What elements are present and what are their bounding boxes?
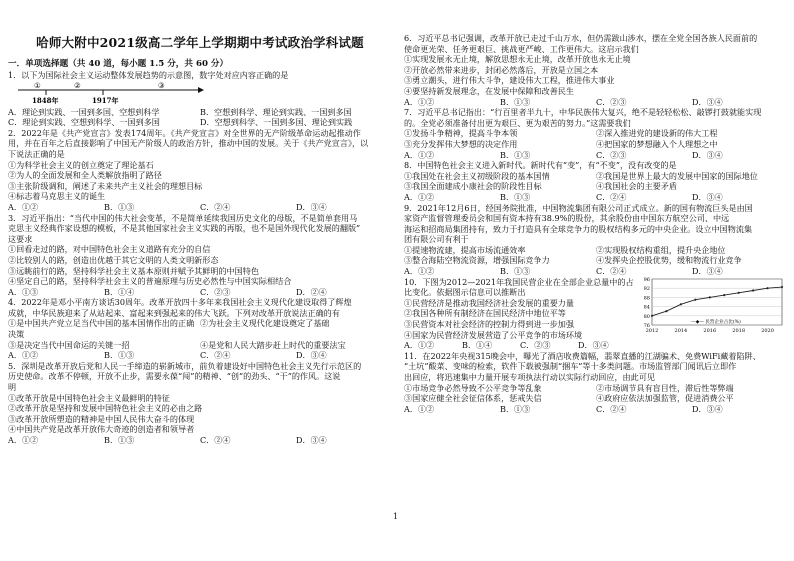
y-tick-label: 84	[643, 304, 650, 311]
option-c[interactable]: C．②④	[596, 191, 627, 202]
statement-item: ①实现发展永无止境，解放思想永无止境，改革开放也永无止境	[404, 54, 631, 65]
answer-options	[404, 404, 788, 415]
data-point	[766, 287, 768, 289]
option-c[interactable]: C．理论到实践、空想到科学、一国到多国	[8, 117, 160, 128]
y-tick-label: 92	[643, 285, 650, 292]
question-line: 7．习近平总书记指出：“行百里者半九十，中华民族伟大复兴，绝不是轻轻松松、敲锣打鼓就能实现	[404, 107, 762, 118]
statement-item: ④标志着马克思主义的诞生	[8, 191, 106, 202]
statement-item: ③远眺前行的路，坚持科学社会主义基本原则并赋予其鲜明的中国特色	[8, 265, 259, 276]
statement-items	[404, 171, 788, 192]
option-a[interactable]: A．①②	[404, 403, 435, 414]
answer-options	[8, 350, 392, 361]
data-point	[781, 286, 783, 288]
page-number: 1	[393, 512, 399, 521]
statement-item: ④是党和人民大踏步赶上时代的重要法宝	[200, 339, 346, 350]
option-c[interactable]: C．②④	[596, 266, 627, 277]
private-enterprise-chart	[636, 275, 786, 335]
option-b[interactable]: B．①④	[104, 286, 135, 297]
option-d[interactable]: D．③④	[692, 266, 723, 277]
question-7	[404, 107, 788, 160]
x-tick-label: 2020	[761, 327, 774, 334]
timeline-svg	[8, 82, 392, 106]
timeline-year-1848: 1848年	[32, 95, 59, 105]
timeline-diagram	[8, 82, 392, 106]
option-b[interactable]: B．①③	[104, 201, 135, 212]
option-a[interactable]: A．①②	[8, 201, 39, 212]
question-line: 历史使命。改革不停顿，开放不止步，需要永葆“闯”的精神、“创”的劲头、“干”的作风。这说	[8, 371, 341, 382]
statement-item: ④我国社会的主要矛盾	[596, 181, 677, 192]
question-line: 5．深圳是改革开放后党和人民一手缔造的崭新城市，前负着建设好中国特色社会主义先行示范区的	[8, 360, 362, 371]
statement-item: ②市场调节具有盲目性，滞后性等弊端	[596, 382, 734, 393]
data-point	[709, 296, 711, 298]
timeline-mark-3: ③	[158, 81, 165, 90]
option-a[interactable]: A．①②	[404, 340, 435, 351]
statement-item: ④政府应依法加强监管，促进消费公平	[596, 393, 734, 404]
question-9	[404, 203, 788, 277]
question-line: 的。全党必须准备付出更为艰巨、更为艰苦的努力。”这需要我们	[404, 117, 631, 128]
statement-item: ③我国全面建成小康社会的阶段性目标	[404, 181, 542, 192]
option-a[interactable]: A．①②	[404, 266, 435, 277]
timeline-mark-2: ②	[74, 81, 81, 90]
statement-item: ②深入推进党的建设新的伟大工程	[596, 128, 718, 139]
statement-item: ①为科学社会主义的创立奠定了理论基石	[8, 159, 154, 170]
option-c[interactable]: C．②④	[596, 403, 627, 414]
option-b[interactable]: B．空想到科学、理论到实践、一国到多国	[200, 106, 352, 117]
answer-options	[8, 202, 392, 213]
statement-item: ②我国是世界上最大的发展中国家的国际地位	[596, 170, 758, 181]
question-line: 6．习近平总书记强调，改革开放已走过千山万水，但仍需跋山涉水，摆在全党全国各族人民面前的	[404, 33, 758, 43]
statement-item: ③国家应健全社会征信体系，惩戒失信	[404, 393, 542, 404]
section-heading: 一．单项选择题（共 40 道，每小题 1.5 分，共 60 分）	[8, 59, 229, 69]
option-d[interactable]: D．③④	[578, 340, 609, 351]
question-line: “土坑”酸菜、变味的检索，软件下载被强制“捆车”等十多类问题。市场监管部门闻讯后立即作	[404, 361, 737, 372]
statement-item: ②比较别人的路，创造出优越于其它文明的人类文明新形态	[8, 254, 219, 265]
y-tick-label: 96	[643, 276, 650, 283]
question-6	[404, 33, 788, 107]
statement-item: ③是决定当代中国命运的关键一招	[8, 339, 130, 350]
data-point	[694, 298, 696, 300]
question-line: 9．2021年12月6日，经国务院批准，中国物流集团有限公司正式成立。新的国有物流巨头是由国	[404, 202, 753, 213]
question-line: 使命更光荣、任务更艰巨、挑战更严峻、工作更伟大。这启示我们	[404, 43, 639, 54]
option-c[interactable]: C．②④	[200, 435, 231, 445]
x-tick-label: 2016	[703, 327, 717, 334]
option-d[interactable]: D．③④	[692, 96, 723, 107]
option-b[interactable]: B．①③	[500, 266, 531, 277]
question-5	[8, 361, 392, 446]
timeline-arrow	[198, 87, 204, 93]
question-line: 比变化。依据图示信息可以推断出	[404, 287, 526, 298]
option-a[interactable]: A．①②	[404, 96, 435, 107]
statement-item: ③充分发挥伟大梦想的决定作用	[404, 138, 518, 149]
chart-svg	[636, 275, 786, 337]
option-c[interactable]: C．②③	[520, 340, 551, 351]
statement-item: ④中国共产党是改革开放伟大奇迹的创造者和领导者	[8, 424, 195, 435]
option-a[interactable]: A．①②	[8, 350, 39, 361]
statement-item: ①发扬斗争精神，提高斗争本领	[404, 128, 518, 139]
data-point	[738, 291, 740, 293]
question-line: 出回应，将迅速集中力量开展专项执法行动以实际行动回应，由此可见	[404, 372, 655, 382]
y-tick-label: 76	[643, 322, 650, 329]
answer-options	[404, 97, 788, 108]
x-tick-label: 2012	[645, 327, 659, 334]
statement-item: ①回看走过的路，对中国特色社会主义道路有充分的自信	[8, 244, 211, 255]
statement-item: ①民营经济是推动我国经济社会发展的重要力量	[404, 297, 574, 308]
statement-items	[404, 128, 788, 149]
question-line: 克思主义经典作家设想的模板，不是其他国家社会主义实践的再版，也不是国外现代化发展的翻版”	[8, 223, 361, 234]
data-point	[680, 303, 682, 305]
timeline-mark-1: ①	[34, 81, 41, 90]
question-stem: 1．以下为国际社会主义运动整体发展趋势的示意图，数字处对应内容正确的是	[8, 70, 289, 80]
answer-options	[8, 107, 392, 128]
option-a[interactable]: A．①②	[404, 191, 435, 202]
answer-options	[8, 435, 392, 446]
statement-item: ②为人的全面发展和全人类解放指明了路径	[8, 170, 162, 181]
option-a[interactable]: A．①②	[8, 435, 39, 445]
option-a[interactable]: A．①③	[8, 286, 39, 297]
y-tick-label: 88	[643, 295, 650, 302]
option-d[interactable]: D．③④	[296, 201, 327, 212]
option-c[interactable]: C．②④	[200, 201, 231, 212]
option-a[interactable]: A．①②	[404, 149, 435, 160]
statement-item: ①我国处在社会主义初级阶段的基本国情	[404, 170, 550, 181]
statement-item: ④把国家的梦想融入个人理想之中	[596, 138, 718, 149]
option-c[interactable]: C．②④	[200, 350, 231, 361]
data-point	[651, 314, 653, 316]
option-d[interactable]: D．③④	[692, 403, 723, 414]
chart-legend: —◆— 民营企业占比(%)	[691, 319, 741, 325]
question-11	[404, 351, 788, 415]
option-b[interactable]: B．①③	[500, 149, 531, 160]
option-d[interactable]: D．③④	[692, 149, 723, 160]
statement-item: ③主张阶级调和，阐述了未来共产主义社会的理想目标	[8, 180, 203, 191]
statement-item: ②开放必然带来进步，封闭必然落后，开放是立国之本	[404, 64, 599, 75]
statement-item: ①市场竞争必然导致不公平竞争等乱象	[404, 382, 542, 393]
option-d[interactable]: D．③④	[296, 435, 327, 445]
option-c[interactable]: C．②③	[596, 149, 627, 160]
question-line: 4．2022年是邓小平南方谈话30周年。改革开放四十多年来我国社会主义现代化建设取得了辉煌	[8, 297, 352, 308]
option-d[interactable]: D．③④	[692, 191, 723, 202]
option-b[interactable]: B．①③	[500, 96, 531, 107]
statement-item: ④国家为民营经济发展营造了公平竞争的市场环境	[404, 329, 583, 340]
statement-item: ③民营资本对社会经济的控制力得到进一步加强	[404, 319, 574, 330]
option-b[interactable]: B．①③	[500, 403, 531, 414]
statement-item: ②我国各种所有制经济在国民经济中地位平等	[404, 308, 566, 319]
question-line: 明	[8, 382, 17, 393]
question-line: 8．中国特色社会主义进入新时代。新时代有“变”，有“不变”，没有改变的是	[404, 160, 677, 171]
statement-item: ②实现股权结构重组，提升央企地位	[596, 244, 726, 255]
chart-frame	[652, 279, 782, 325]
option-b[interactable]: B．①③	[104, 350, 135, 361]
statement-items	[8, 318, 392, 350]
question-1	[8, 70, 392, 128]
series-line	[652, 287, 782, 316]
statement-item: ④要坚持新发展理念，在发展中保障和改善民生	[404, 85, 574, 96]
right-column	[404, 0, 788, 561]
option-a[interactable]: A．理论到实践、一国到多国、空想到科学	[8, 106, 160, 117]
data-point	[752, 289, 754, 291]
statement-item: ①提速物流建，提高市场流通效率	[404, 244, 526, 255]
statement-item: ③整合海陆空物流资源，增强国际竞争力	[404, 255, 550, 266]
option-d[interactable]: D．③④	[296, 350, 327, 361]
statement-item: ①是中国共产党立足当代中国的基本国情作出的正确决策	[8, 318, 195, 340]
question-4	[8, 297, 392, 361]
question-line: 3．习近平指出：“当代中国的伟大社会变革，不是简单延续我国历史文化的母版，不是简单套用马	[8, 212, 358, 223]
question-line: 海运和招商局集团持有，致力于打造具有全球竞争力的股权结构多元的中央企业。设立中国物流集	[404, 223, 753, 234]
option-d[interactable]: D．②④	[296, 286, 327, 297]
answer-options	[404, 150, 788, 161]
option-c[interactable]: C．②③	[200, 286, 231, 297]
question-3	[8, 213, 392, 298]
question-line: 团有限公司有利于	[404, 234, 469, 245]
question-line: 下说法正确的是	[8, 148, 65, 159]
question-line: 11．在2022年央视315晚会中，曝光了酒店收费篇幅，翡翠直播的江湖骗术、免费WiFi藏着陷阱、	[404, 350, 761, 361]
timeline-year-1917: 1917年	[92, 95, 119, 105]
statement-item: ③勇立潮头，进行伟大斗争，建设伟大工程，推进伟大事业	[404, 75, 615, 86]
statement-item: ①改革开放是中国特色社会主义最鲜明的特征	[8, 392, 170, 403]
top-spacer	[404, 0, 788, 33]
x-tick-label: 2018	[732, 327, 746, 334]
option-b[interactable]: B．①③	[500, 191, 531, 202]
question-line: 家资产监督管理委员会和国有资本持有38.9%的股份，其余股份由中国东方航空公司、中远	[404, 213, 730, 224]
exam-title: 哈师大附中2021级高二学年上学期期中考试政治学科试题	[36, 35, 364, 50]
option-d[interactable]: D．空想到科学、一国到多国、理论到实践	[200, 117, 353, 128]
left-column	[8, 0, 392, 561]
statement-item: ④发挥央企控股优势，缓和物流行业竞争	[596, 255, 742, 266]
statement-items	[404, 383, 788, 404]
question-2	[8, 128, 392, 213]
y-tick-label: 80	[643, 313, 650, 320]
statement-item: ④坚定自己的路，坚持科学社会主义的普遍原理与历史必然性与中国实际相结合	[8, 276, 292, 287]
option-b[interactable]: B．①④	[462, 340, 493, 351]
option-b[interactable]: B．①③	[104, 435, 135, 445]
answer-options	[404, 192, 788, 203]
x-tick-label: 2014	[674, 327, 688, 334]
data-point	[665, 310, 667, 312]
question-10	[404, 277, 788, 351]
statement-item: ②为社会主义现代化建设奠定了基础	[200, 318, 330, 329]
question-line: 这要求	[8, 233, 33, 244]
answer-options	[404, 340, 636, 351]
question-line: 用，并在百年之后直接影响了中国无产阶级人的政治方针，推动中国的发展。关于《共产党宣言》，以	[8, 138, 369, 149]
question-line: 2．2022年是《共产党宣言》发表174周年。《共产党宣言》对全世界的无产阶级革命运动起推动作	[8, 127, 361, 138]
statement-items	[404, 245, 788, 266]
question-line: 成就，中华民族迎来了从站起来、富起来到强起来的伟大飞跃。下列对改革开放说法正确的有	[8, 307, 340, 318]
statement-item: ③改革开放所塑造的精神是中国人民伟大奋斗的体现	[8, 413, 195, 424]
question-line: 10．下图为2012—2021年我国民营企业在全部企业总量中的占	[404, 276, 634, 287]
statement-item: ②改革开放是坚持和发展中国特色社会主义的必由之路	[8, 403, 203, 414]
question-8	[404, 160, 788, 202]
answer-options	[8, 287, 392, 298]
option-c[interactable]: C．②③	[596, 96, 627, 107]
data-point	[723, 294, 725, 296]
